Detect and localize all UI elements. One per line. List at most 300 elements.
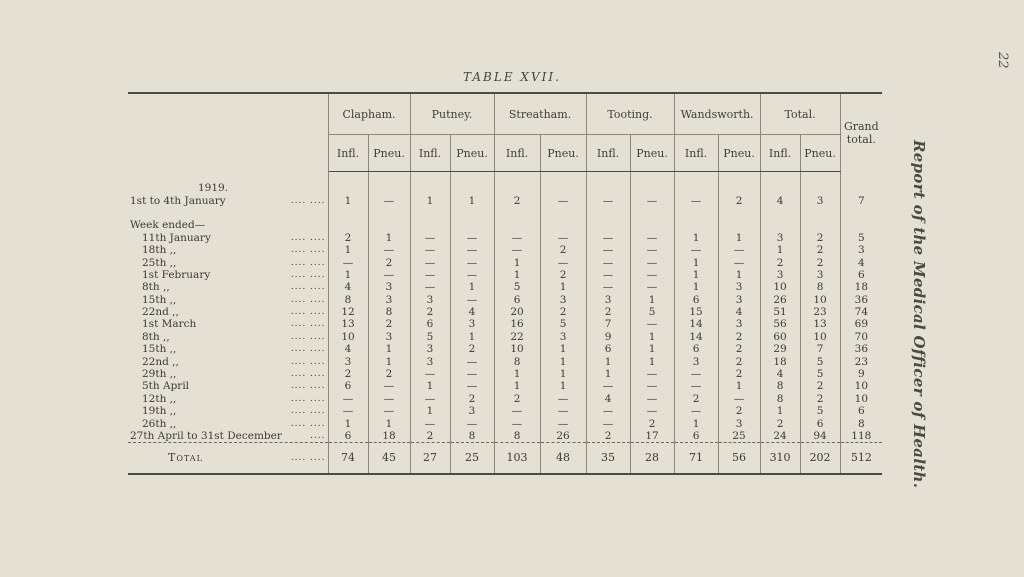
table-cell: 2 <box>800 380 840 392</box>
table-cell: 2 <box>800 393 840 405</box>
row-label: 12th ,, .... .... <box>128 393 328 405</box>
table-cell: — <box>450 244 494 256</box>
table-cell: 1 <box>494 380 540 392</box>
table-cell: 2 <box>410 430 450 443</box>
table-cell: 310 <box>760 443 800 475</box>
table-cell: — <box>450 256 494 268</box>
table-cell: 5 <box>540 318 586 330</box>
table-cell: 27 <box>410 443 450 475</box>
table-cell: 3 <box>410 343 450 355</box>
row-label: 1st to 4th January .... .... <box>128 194 328 206</box>
table-cell: 1 <box>630 294 674 306</box>
table-cell: 14 <box>674 318 718 330</box>
table-cell: 2 <box>586 306 630 318</box>
table-cell: 202 <box>800 443 840 475</box>
label-column-header <box>128 93 328 172</box>
table-cell: — <box>450 232 494 244</box>
table-cell: 1 <box>674 269 718 281</box>
table-cell: 4 <box>586 393 630 405</box>
grand-total-cell: 70 <box>854 330 869 343</box>
table-row <box>128 256 882 268</box>
table-cell: 5 <box>630 306 674 318</box>
table-cell: 1 <box>674 417 718 429</box>
table-cell: 3 <box>368 281 410 293</box>
table-cell: — <box>586 232 630 244</box>
table-cell: 51 <box>760 306 800 318</box>
grand-total-cell: 4 <box>857 256 865 269</box>
district-header-total: Total. <box>760 93 840 135</box>
table-cell: 28 <box>630 443 674 475</box>
table-cell: — <box>494 417 540 429</box>
table-row <box>128 405 882 417</box>
table-cell: 1 <box>410 194 450 206</box>
table-cell: 13 <box>800 318 840 330</box>
table-cell: — <box>410 393 450 405</box>
sub-header-pneu: Pneu. <box>540 135 586 172</box>
table-cell: 1 <box>540 343 586 355</box>
table-cell: 2 <box>800 232 840 244</box>
table-cell: 26 <box>540 430 586 443</box>
table-cell: 1 <box>718 232 760 244</box>
table-cell: 6 <box>328 380 368 392</box>
row-label: 5th April .... .... <box>128 380 328 392</box>
table-cell: 1 <box>586 368 630 380</box>
table-cell: 1 <box>368 343 410 355</box>
table-row <box>128 355 882 367</box>
table-row <box>128 380 882 392</box>
row-label: 15th ,, .... .... <box>128 294 328 306</box>
table-cell: 3 <box>450 405 494 417</box>
table-cell: 3 <box>718 281 760 293</box>
total-row <box>128 443 882 475</box>
table-cell: 3 <box>328 355 368 367</box>
table-row <box>128 343 882 355</box>
sub-header-pneu: Pneu. <box>800 135 840 172</box>
table-cell: — <box>450 355 494 367</box>
grand-total-cell: 512 <box>840 443 882 475</box>
grand-total-cell: 10 <box>854 392 869 405</box>
table-cell: 4 <box>328 343 368 355</box>
table-cell: 2 <box>630 417 674 429</box>
table-cell: — <box>368 194 410 206</box>
table-cell: — <box>630 380 674 392</box>
table-cell: 1 <box>760 244 800 256</box>
table-cell: 2 <box>586 430 630 443</box>
row-label: 8th ,, .... .... <box>128 331 328 343</box>
table-cell: 8 <box>450 430 494 443</box>
table-cell: — <box>674 194 718 206</box>
table-cell: 1 <box>328 244 368 256</box>
table-row <box>128 194 882 206</box>
table-cell: 1 <box>674 232 718 244</box>
table-cell: — <box>368 269 410 281</box>
table-title: TABLE XVII. <box>463 70 561 84</box>
table-cell: 8 <box>328 294 368 306</box>
table-cell: 71 <box>674 443 718 475</box>
table-cell: 10 <box>328 331 368 343</box>
row-label: 29th ,, .... .... <box>128 368 328 380</box>
row-label: 19th ,, .... .... <box>128 405 328 417</box>
table-cell: 1 <box>368 355 410 367</box>
table-cell: — <box>630 256 674 268</box>
year-label: 1919. <box>128 182 328 194</box>
grand-total-cell: 9 <box>857 368 865 381</box>
table-cell: 1 <box>718 380 760 392</box>
running-head: Report of the Medical Officer of Health. <box>910 140 928 489</box>
table-cell: 5 <box>410 331 450 343</box>
table-cell: 1 <box>328 417 368 429</box>
table-cell: 3 <box>540 331 586 343</box>
table-cell: — <box>630 232 674 244</box>
table-cell: 1 <box>368 232 410 244</box>
table-cell: 3 <box>718 417 760 429</box>
table-cell: 5 <box>800 355 840 367</box>
table-cell: 2 <box>800 256 840 268</box>
row-label: 22nd ,, .... .... <box>128 306 328 318</box>
table-cell: 14 <box>674 331 718 343</box>
table-body <box>128 172 882 475</box>
table-cell: 2 <box>718 331 760 343</box>
grand-total-header: Grand total. <box>840 93 882 172</box>
table-cell: 56 <box>718 443 760 475</box>
table-cell: 1 <box>410 405 450 417</box>
table-cell: — <box>674 380 718 392</box>
table-cell: — <box>410 244 450 256</box>
table-cell: 4 <box>328 281 368 293</box>
table-cell: 3 <box>410 355 450 367</box>
table-cell: 60 <box>760 331 800 343</box>
table-cell: 3 <box>410 294 450 306</box>
table-cell: — <box>630 281 674 293</box>
table-cell: 1 <box>494 368 540 380</box>
table-cell: 1 <box>674 281 718 293</box>
district-header-wandsworth: Wandsworth. <box>674 93 760 135</box>
table-cell: 2 <box>718 194 760 206</box>
spacer-row <box>128 207 328 219</box>
table-cell: — <box>630 393 674 405</box>
table-cell: — <box>674 405 718 417</box>
table-cell: 6 <box>674 343 718 355</box>
table-cell: 2 <box>450 393 494 405</box>
table-cell: — <box>540 417 586 429</box>
table-cell: 3 <box>760 269 800 281</box>
table-cell: — <box>450 380 494 392</box>
table-cell: 1 <box>450 194 494 206</box>
table-cell: 8 <box>760 393 800 405</box>
table-cell: 94 <box>800 430 840 443</box>
table-cell: 2 <box>800 244 840 256</box>
table-cell: — <box>494 232 540 244</box>
row-label: 18th ,, .... .... <box>128 244 328 256</box>
table-cell: 15 <box>674 306 718 318</box>
row-label: 27th April to 31st December .... <box>128 430 328 443</box>
table-cell: — <box>494 405 540 417</box>
table-row <box>128 318 882 330</box>
table-cell: — <box>410 232 450 244</box>
table-cell: 3 <box>800 269 840 281</box>
table-cell: 8 <box>494 355 540 367</box>
table-cell: 2 <box>410 306 450 318</box>
table-cell: — <box>368 380 410 392</box>
district-header-putney: Putney. <box>410 93 494 135</box>
table-cell: 7 <box>586 318 630 330</box>
table-cell: 12 <box>328 306 368 318</box>
table-cell: 1 <box>718 269 760 281</box>
sub-header-infl: Infl. <box>328 135 368 172</box>
table-cell: — <box>586 405 630 417</box>
sub-header-infl: Infl. <box>674 135 718 172</box>
table-cell: 6 <box>800 417 840 429</box>
table-cell: 1 <box>328 194 368 206</box>
table-cell: 1 <box>450 331 494 343</box>
table-cell: 2 <box>760 256 800 268</box>
table-cell: 6 <box>674 294 718 306</box>
table-cell: — <box>328 256 368 268</box>
sub-header-pneu: Pneu. <box>630 135 674 172</box>
district-header-streatham: Streatham. <box>494 93 586 135</box>
table-cell: 1 <box>540 380 586 392</box>
table-cell: 3 <box>540 294 586 306</box>
table-cell: — <box>328 393 368 405</box>
table-cell: 10 <box>760 281 800 293</box>
table-cell: 74 <box>328 443 368 475</box>
table-cell: 6 <box>328 430 368 443</box>
table-cell: 2 <box>494 194 540 206</box>
table-cell: 2 <box>540 269 586 281</box>
sub-header-pneu: Pneu. <box>718 135 760 172</box>
table-cell: 18 <box>760 355 800 367</box>
table-cell: 5 <box>800 405 840 417</box>
row-label: 22nd ,, .... .... <box>128 355 328 367</box>
table-cell: — <box>718 393 760 405</box>
table-cell: 10 <box>800 294 840 306</box>
table-cell: — <box>586 281 630 293</box>
table-cell: 10 <box>494 343 540 355</box>
table-cell: 3 <box>586 294 630 306</box>
page-number: 22 <box>995 52 1010 69</box>
table-cell: 6 <box>494 294 540 306</box>
table-cell: 3 <box>450 318 494 330</box>
table-cell: 4 <box>760 194 800 206</box>
table-cell: 3 <box>760 232 800 244</box>
table-cell: 3 <box>674 355 718 367</box>
grand-total-cell: 5 <box>857 231 865 244</box>
table-cell: — <box>586 244 630 256</box>
table-cell: — <box>718 256 760 268</box>
table-cell: 3 <box>718 318 760 330</box>
grand-total-cell: 36 <box>854 293 869 306</box>
table-cell: 2 <box>450 343 494 355</box>
table-row <box>128 393 882 405</box>
table-cell: 29 <box>760 343 800 355</box>
table-cell: — <box>494 244 540 256</box>
grand-total-cell: 118 <box>851 430 872 442</box>
table-cell: — <box>630 318 674 330</box>
table-cell: 2 <box>718 343 760 355</box>
table-cell: 26 <box>760 294 800 306</box>
district-header-clapham: Clapham. <box>328 93 410 135</box>
table-cell: — <box>368 405 410 417</box>
grand-total-cell: 7 <box>857 194 865 207</box>
table-cell: 25 <box>450 443 494 475</box>
grand-total-cell: 10 <box>854 380 869 393</box>
table-cell: 24 <box>760 430 800 443</box>
table-cell: 2 <box>674 393 718 405</box>
table-cell: — <box>410 417 450 429</box>
table-row <box>128 306 882 318</box>
table-cell: — <box>328 405 368 417</box>
table-cell: 1 <box>368 417 410 429</box>
row-label: 11th January .... .... <box>128 232 328 244</box>
sub-header-pneu: Pneu. <box>368 135 410 172</box>
grand-total-cell: 69 <box>854 318 869 331</box>
table-cell: 4 <box>760 368 800 380</box>
table-cell: 2 <box>328 368 368 380</box>
table-cell: — <box>630 194 674 206</box>
table-cell: — <box>586 380 630 392</box>
grand-total-cell: 23 <box>854 355 869 368</box>
table-cell: 2 <box>494 393 540 405</box>
table-row <box>128 232 882 244</box>
table-cell: 56 <box>760 318 800 330</box>
table-cell: 48 <box>540 443 586 475</box>
table-cell: 103 <box>494 443 540 475</box>
grand-total-cell: 6 <box>857 405 865 418</box>
table-cell: 2 <box>540 244 586 256</box>
table-cell: — <box>674 244 718 256</box>
table-cell: — <box>410 281 450 293</box>
table-cell: — <box>540 393 586 405</box>
table-cell: 1 <box>586 355 630 367</box>
table-cell: — <box>630 405 674 417</box>
table-cell: 3 <box>368 331 410 343</box>
table-cell: — <box>586 417 630 429</box>
table-cell: 20 <box>494 306 540 318</box>
table-cell: — <box>450 368 494 380</box>
table-row <box>128 417 882 429</box>
table-cell: 8 <box>760 380 800 392</box>
week-ended-label: Week ended— <box>128 219 328 231</box>
row-label: 8th ,, .... .... <box>128 281 328 293</box>
table-cell: 1 <box>494 269 540 281</box>
sub-header-infl: Infl. <box>760 135 800 172</box>
table-cell: 1 <box>674 256 718 268</box>
table-cell: — <box>410 256 450 268</box>
table-row <box>128 368 882 380</box>
table-cell: 22 <box>494 331 540 343</box>
table-cell: 10 <box>800 331 840 343</box>
table-cell: 2 <box>328 232 368 244</box>
table-cell: 1 <box>494 256 540 268</box>
table-cell: 25 <box>718 430 760 443</box>
table-cell: 9 <box>586 331 630 343</box>
table-cell: — <box>540 194 586 206</box>
table-row <box>128 331 882 343</box>
sub-header-infl: Infl. <box>586 135 630 172</box>
table-cell: — <box>586 269 630 281</box>
sub-header-pneu: Pneu. <box>450 135 494 172</box>
table-row <box>128 430 882 443</box>
grand-total-cell: 6 <box>857 268 865 281</box>
table-row <box>128 244 882 256</box>
table-row <box>128 281 882 293</box>
table-cell: — <box>630 368 674 380</box>
sub-header-infl: Infl. <box>410 135 450 172</box>
table-cell: 8 <box>368 306 410 318</box>
table-cell: 17 <box>630 430 674 443</box>
table-cell: 2 <box>368 368 410 380</box>
table-cell: 2 <box>368 318 410 330</box>
table-cell: 6 <box>674 430 718 443</box>
row-label: 1st March .... .... <box>128 318 328 330</box>
table-cell: 5 <box>494 281 540 293</box>
district-header-tooting: Tooting. <box>586 93 674 135</box>
table-cell: 1 <box>630 343 674 355</box>
grand-total-cell: 18 <box>854 281 869 294</box>
table-cell: — <box>450 294 494 306</box>
table-cell: — <box>410 368 450 380</box>
table-cell: 8 <box>494 430 540 443</box>
table-cell: — <box>450 269 494 281</box>
table-cell: 4 <box>718 306 760 318</box>
table-cell: — <box>540 256 586 268</box>
table-cell: — <box>674 368 718 380</box>
table-cell: 13 <box>328 318 368 330</box>
table-cell: — <box>586 256 630 268</box>
grand-total-cell: 3 <box>857 244 865 257</box>
table-cell: 2 <box>718 368 760 380</box>
table-cell: 4 <box>450 306 494 318</box>
table-cell: 1 <box>540 368 586 380</box>
table-cell: 1 <box>540 355 586 367</box>
grand-total-cell: 36 <box>854 343 869 356</box>
table-cell: — <box>718 244 760 256</box>
table-cell: 2 <box>540 306 586 318</box>
grand-total-cell: 8 <box>857 417 865 430</box>
table-cell: 18 <box>368 430 410 443</box>
row-label: Total .... .... <box>128 443 328 475</box>
table-cell: — <box>410 269 450 281</box>
grand-total-cell: 74 <box>854 306 869 319</box>
row-label: 1st February .... .... <box>128 269 328 281</box>
table-cell: — <box>368 393 410 405</box>
table-cell: 2 <box>718 405 760 417</box>
table-cell: 3 <box>800 194 840 206</box>
table-cell: 16 <box>494 318 540 330</box>
table-cell: — <box>540 232 586 244</box>
table-cell: — <box>540 405 586 417</box>
table-cell: 45 <box>368 443 410 475</box>
row-label: 25th ,, .... .... <box>128 256 328 268</box>
table-cell: 1 <box>630 331 674 343</box>
influenza-pneumonia-table <box>128 92 882 475</box>
table-cell: — <box>368 244 410 256</box>
table-cell: 1 <box>410 380 450 392</box>
table-cell: — <box>586 194 630 206</box>
table-cell: 8 <box>800 281 840 293</box>
table-cell: 1 <box>630 355 674 367</box>
table-cell: 23 <box>800 306 840 318</box>
table-cell: 3 <box>718 294 760 306</box>
table-cell: 1 <box>450 281 494 293</box>
table-cell: 35 <box>586 443 630 475</box>
table-cell: 2 <box>368 256 410 268</box>
row-label: 26th ,, .... .... <box>128 417 328 429</box>
table-cell: 6 <box>586 343 630 355</box>
table-cell: — <box>450 417 494 429</box>
table-cell: 7 <box>800 343 840 355</box>
table-cell: 1 <box>760 405 800 417</box>
